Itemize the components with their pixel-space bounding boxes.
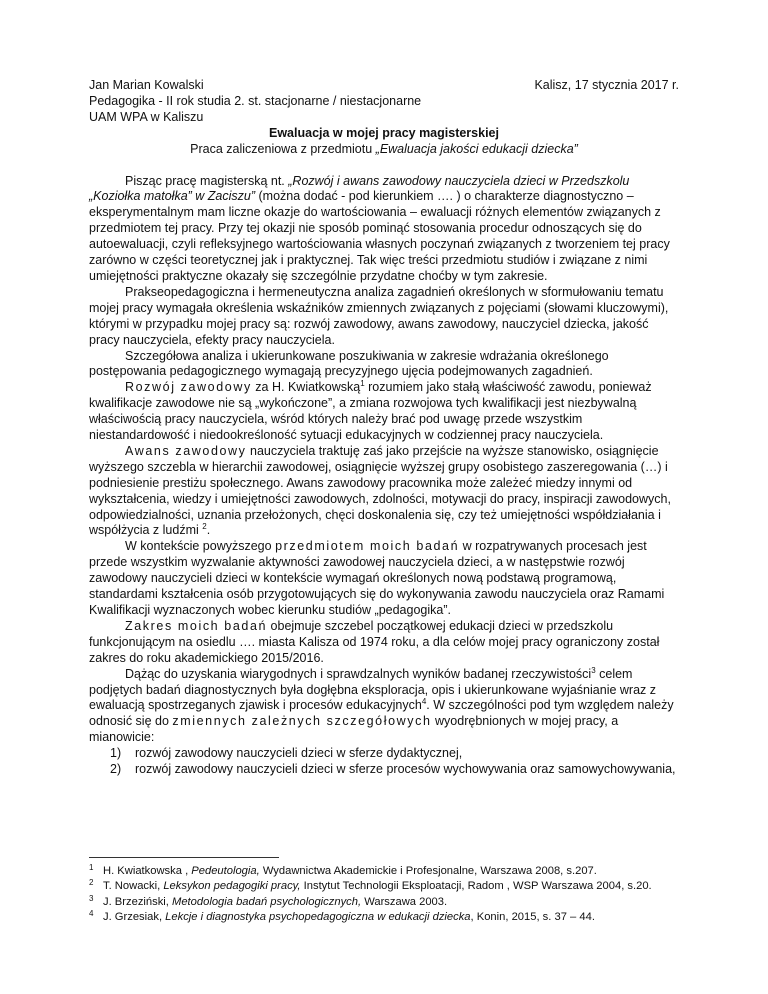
footnote-1: 1 H. Kwiatkowska , Pedeutologia, Wydawnictwa Akademickie i Profesjonalne, Warszawa 2008, s.207.: [89, 863, 597, 877]
footnote-separator: [89, 857, 279, 858]
term-rozwoj-zawodowy: Rozwój zawodowy: [125, 380, 252, 395]
term-przedmiot-badan: przedmiotem moich badań: [275, 539, 460, 554]
footnote-publisher: Wydawnictwa Akademickie i Profesjonalne, Warszawa 2008, s.207.: [259, 865, 597, 877]
footnote-title: Pedeutologia,: [191, 865, 260, 877]
paragraph-6: [89, 539, 679, 619]
list-item-text: rozwój zawodowy nauczycieli dzieci w sferze procesów wychowywania oraz samowychowywania,: [135, 762, 676, 777]
footnote-4: 4 J. Grzesiak, Lekcje i diagnostyka psychopedagogiczna w edukacji dziecka, Konin, 2015, s. 37 – 44.: [89, 909, 595, 924]
paragraph-5: [89, 444, 679, 539]
footnote-title: Leksykon pedagogiki pracy,: [163, 880, 301, 893]
list-item: [110, 762, 679, 778]
subtitle-prefix: Praca zaliczeniowa z przedmiotu: [190, 141, 376, 156]
term-zakres-badan: Zakres moich badań: [125, 618, 268, 633]
footnote-3: 3 J. Brzeziński, Metodologia badań psychologicznych, Warszawa 2003.: [89, 893, 448, 908]
footnotes: [89, 864, 689, 926]
p6-text-b: w rozpatrywanych procesach jest przede wszystkim wyzwalanie aktywności zawodowej nauczyciela dzieci, a w następstwie rozwój zawodowy nauczycieli dzieci w kontekście wymagań określonych nową podstawą programową, standardami kształcenia osób przygotowujących się do wykonywania zawodu nauczyciela oraz Ramami Kwalifikacji wyznaczonych wobec kierunku studiów „pedagogika”.: [89, 539, 665, 617]
author-name: Jan Marian Kowalski: [89, 78, 204, 92]
p8-text-d: wyodrębnionych w mojej pracy, a mianowicie:: [89, 714, 619, 745]
p1-text-a: Pisząc pracę magisterską nt.: [125, 173, 289, 188]
document-title: Ewaluacja w mojej pracy magisterskiej: [269, 125, 499, 140]
footnote-author: H. Kwiatkowska ,: [103, 865, 192, 877]
paragraph-1: [89, 174, 679, 285]
list-item-number: 2): [110, 762, 122, 777]
place-date: Kalisz, 17 stycznia 2017 r.: [534, 78, 679, 92]
p5-text-b: .: [206, 523, 211, 538]
document-subtitle: [89, 142, 679, 158]
footnote-title: Metodologia badań psychologicznych,: [172, 895, 362, 908]
list-item-text: rozwój zawodowy nauczycieli dzieci w sferze dydaktycznej,: [135, 746, 463, 761]
document-body: [89, 78, 679, 778]
thesis-title: „Rozwój i awans zawodowy nauczyciela dzieci w Przedszkolu „Koziołka matołka” w Zaciszu”: [89, 173, 630, 204]
paragraph-3: Szczegółowa analiza i ukierunkowane poszukiwania w zakresie wdrażania określonego postępowania pedagogicznego wymagają precyzyjnego ujęcia podejmowanych zagadnień.: [89, 348, 609, 379]
p6-text-a: W kontekście powyższego: [125, 539, 276, 554]
footnote-2: 2 T. Nowacki, Leksykon pedagogiki pracy, Instytut Technologii Eksploatacji, Radom , WSP Warszawa 2004, s.20.: [89, 878, 652, 893]
footnote-author: T. Nowacki,: [103, 880, 164, 893]
footnote-ref-2: 2: [202, 522, 207, 532]
footnote-ref-4: 4: [421, 697, 427, 707]
footnote-ref-1: 1: [360, 379, 365, 389]
p5-text-a: nauczyciela traktuję zaś jako przejście na wyższe stanowisko, osiągnięcie wyższego szczebla w hierarchii zawodowej, osiągnięcie wyższej grupy osobistego zaszeregowania (…) i podniesienie prestiżu społecznego. Awans zawodowy pracownika może zależeć miedzy innymi od wykształcenia, wiedzy i umiejętności zawodowych, zdolności, motywacji do pracy, inspiracji zawodowych, odpowiedzialności, uznania przełożonych, chęci doskonalenia się, czy też umiejętności współdziałania i współżycia z ludźmi: [89, 443, 671, 538]
paragraph-2: Prakseopedagogiczna i hermeneutyczna analiza zagadnień określonych w sformułowaniu tematu mojej pracy wymagała określenia wskaźników zmiennych związanych z pojęciami (słowami kluczowymi), którymi w przypadku mojej pracy są: rozwój zawodowy, awans zawodowy, nauczyciel dziecka, jakość pracy nauczyciela, efekty pracy nauczyciela.: [89, 284, 669, 347]
footnote-publisher: Instytut Technologii Eksploatacji, Radom , WSP Warszawa 2004, s.20.: [300, 880, 652, 893]
p8-text-a: Dążąc do uzyskania wiarygodnych i sprawdzalnych wyników badanej rzeczywistości: [125, 666, 592, 681]
header-row: [89, 78, 679, 94]
subtitle-course-name: „Ewaluacja jakości edukacji dziecka”: [375, 141, 578, 156]
term-zmienne-zalezne: zmiennych zależnych szczegółowych: [172, 714, 432, 729]
list-item-number: 1): [110, 746, 122, 761]
footnote-ref-3: 3: [591, 665, 596, 675]
list-item: [110, 746, 679, 762]
footnote-publisher: Warszawa 2003.: [361, 895, 448, 908]
footnote-author: J. Grzesiak,: [103, 911, 166, 924]
p4-text-b: rozumiem jako stałą właściwość zawodu, ponieważ kwalifikacje zawodowe nie są „wykończone”, a zmiana rozwojowa tych kwalifikacji jest niezbywalną właściwością pracy nauczyciela, wśród których należy brać pod uwagę przede wszystkim niestandardowość i niedookreśloność sytuacji edukacyjnych w codziennej pracy nauczyciela.: [89, 380, 652, 443]
footnote-title: Lekcje i diagnostyka psychopedagogiczna w edukacji dziecka: [165, 911, 471, 924]
p1-text-b: (można dodać - pod kierunkiem …. ) o charakterze diagnostyczno – eksperymentalnym mam liczne okazje do wartościowania – ewaluacji różnych elementów związanych z przedmiotem tej pracy. Przy tej okazji nie sposób pominąć stosowania procedur odnoszących się do autoewaluacji, czyli refleksyjnego wartościowania własnych poczynań związanych z tworzeniem tej pracy zarówno w części teoretycznej jak i praktycznej. Tak więc treści przedmiotu studiów i związane z nimi umiejętności praktyczne okazały się szczególnie przydatne choćby w tym zakresie.: [89, 189, 670, 283]
institution: UAM WPA w Kaliszu: [89, 109, 204, 124]
variables-list: [89, 746, 679, 778]
paragraph-8: [89, 667, 679, 747]
term-awans-zawodowy: Awans zawodowy: [125, 443, 247, 458]
p4-text-a: za H. Kwiatkowską: [251, 380, 361, 395]
paragraph-4: [89, 380, 679, 444]
paragraph-7: [89, 619, 679, 667]
footnote-publisher: , Konin, 2015, s. 37 – 44.: [470, 911, 595, 924]
p7-text-a: obejmuje szczebel początkowej edukacji dzieci w przedszkolu funkcjonującym na osiedlu …. miasta Kalisza od 1974 roku, a dla celów mojej pracy ograniczony został zakres do roku akademickiego 2015/2016.: [89, 618, 660, 665]
footnote-author: J. Brzeziński,: [103, 895, 173, 908]
p8-text-b: celem podjętych badań diagnostycznych była dogłębna eksploracja, opis i ukierunkowane wyjaśnianie wraz z ewaluacją spostrzeganych zjawisk i procesów edukacyjnych: [89, 666, 657, 713]
study-program: Pedagogika - II rok studia 2. st. stacjonarne / niestacjonarne: [89, 93, 422, 108]
p8-text-c: . W szczególności pod tym względem należy odnosić się do: [89, 698, 674, 729]
